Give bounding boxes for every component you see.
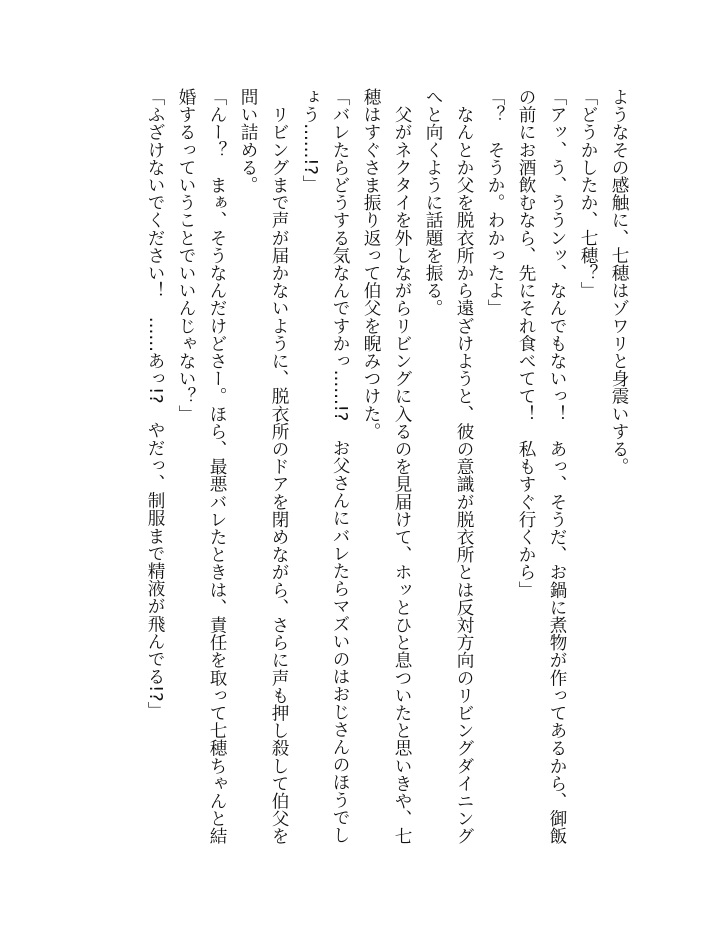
text-line: 婚するっていうことでいいんじゃない？」: [176, 88, 196, 423]
text-line: 「アッ、う、ううンッ、なんでもないっ！ あっ、そうだ、お鍋に煮物が作ってあるから、御飯: [547, 88, 567, 845]
text-line: 問い詰める。: [238, 88, 258, 194]
text-line: 「んー？ まぁ、そうなんだけどさー。ほら、最悪バレたときは、責任を取って七穂ちゃんと結: [207, 88, 227, 845]
text-line: へと向くように話題を振る。: [423, 88, 443, 317]
text-line: 「ふざけないでください！ ……あっ!? やだっ、制服まで精液が飛んでる!?」: [145, 88, 165, 720]
text-line: ょう……!?」: [300, 88, 320, 193]
text-line: 「バレたらどうする気なんですかっ……!? お父さんにバレたらマズいのはおじさんのほうでし: [330, 88, 350, 844]
text-line: の前にお酒飲むなら、先にそれ食べてて！ 私もすぐ行くから」: [516, 88, 536, 599]
text-line: 「？ そうか。わかったよ」: [485, 88, 505, 317]
text-line: 父がネクタイを外しながらリビングに入るのを見届けて、ホッとひと息ついたと思いきや、七: [392, 88, 412, 845]
text-line: ようなその感触に、七穂はゾワリと身震いする。: [609, 88, 629, 476]
text-line: 穂はすぐさま振り返って伯父を睨みつけた。: [361, 88, 381, 440]
text-line: なんとか父を脱衣所から遠ざけようと、彼の意識が脱衣所とは反対方向のリビングダイニング: [454, 88, 474, 845]
text-line: リビングまで声が届かないように、脱衣所のドアを閉めながら、さらに声も押し殺して伯父を: [269, 88, 289, 845]
text-line: 「どうかしたか、七穂？」: [578, 88, 598, 300]
